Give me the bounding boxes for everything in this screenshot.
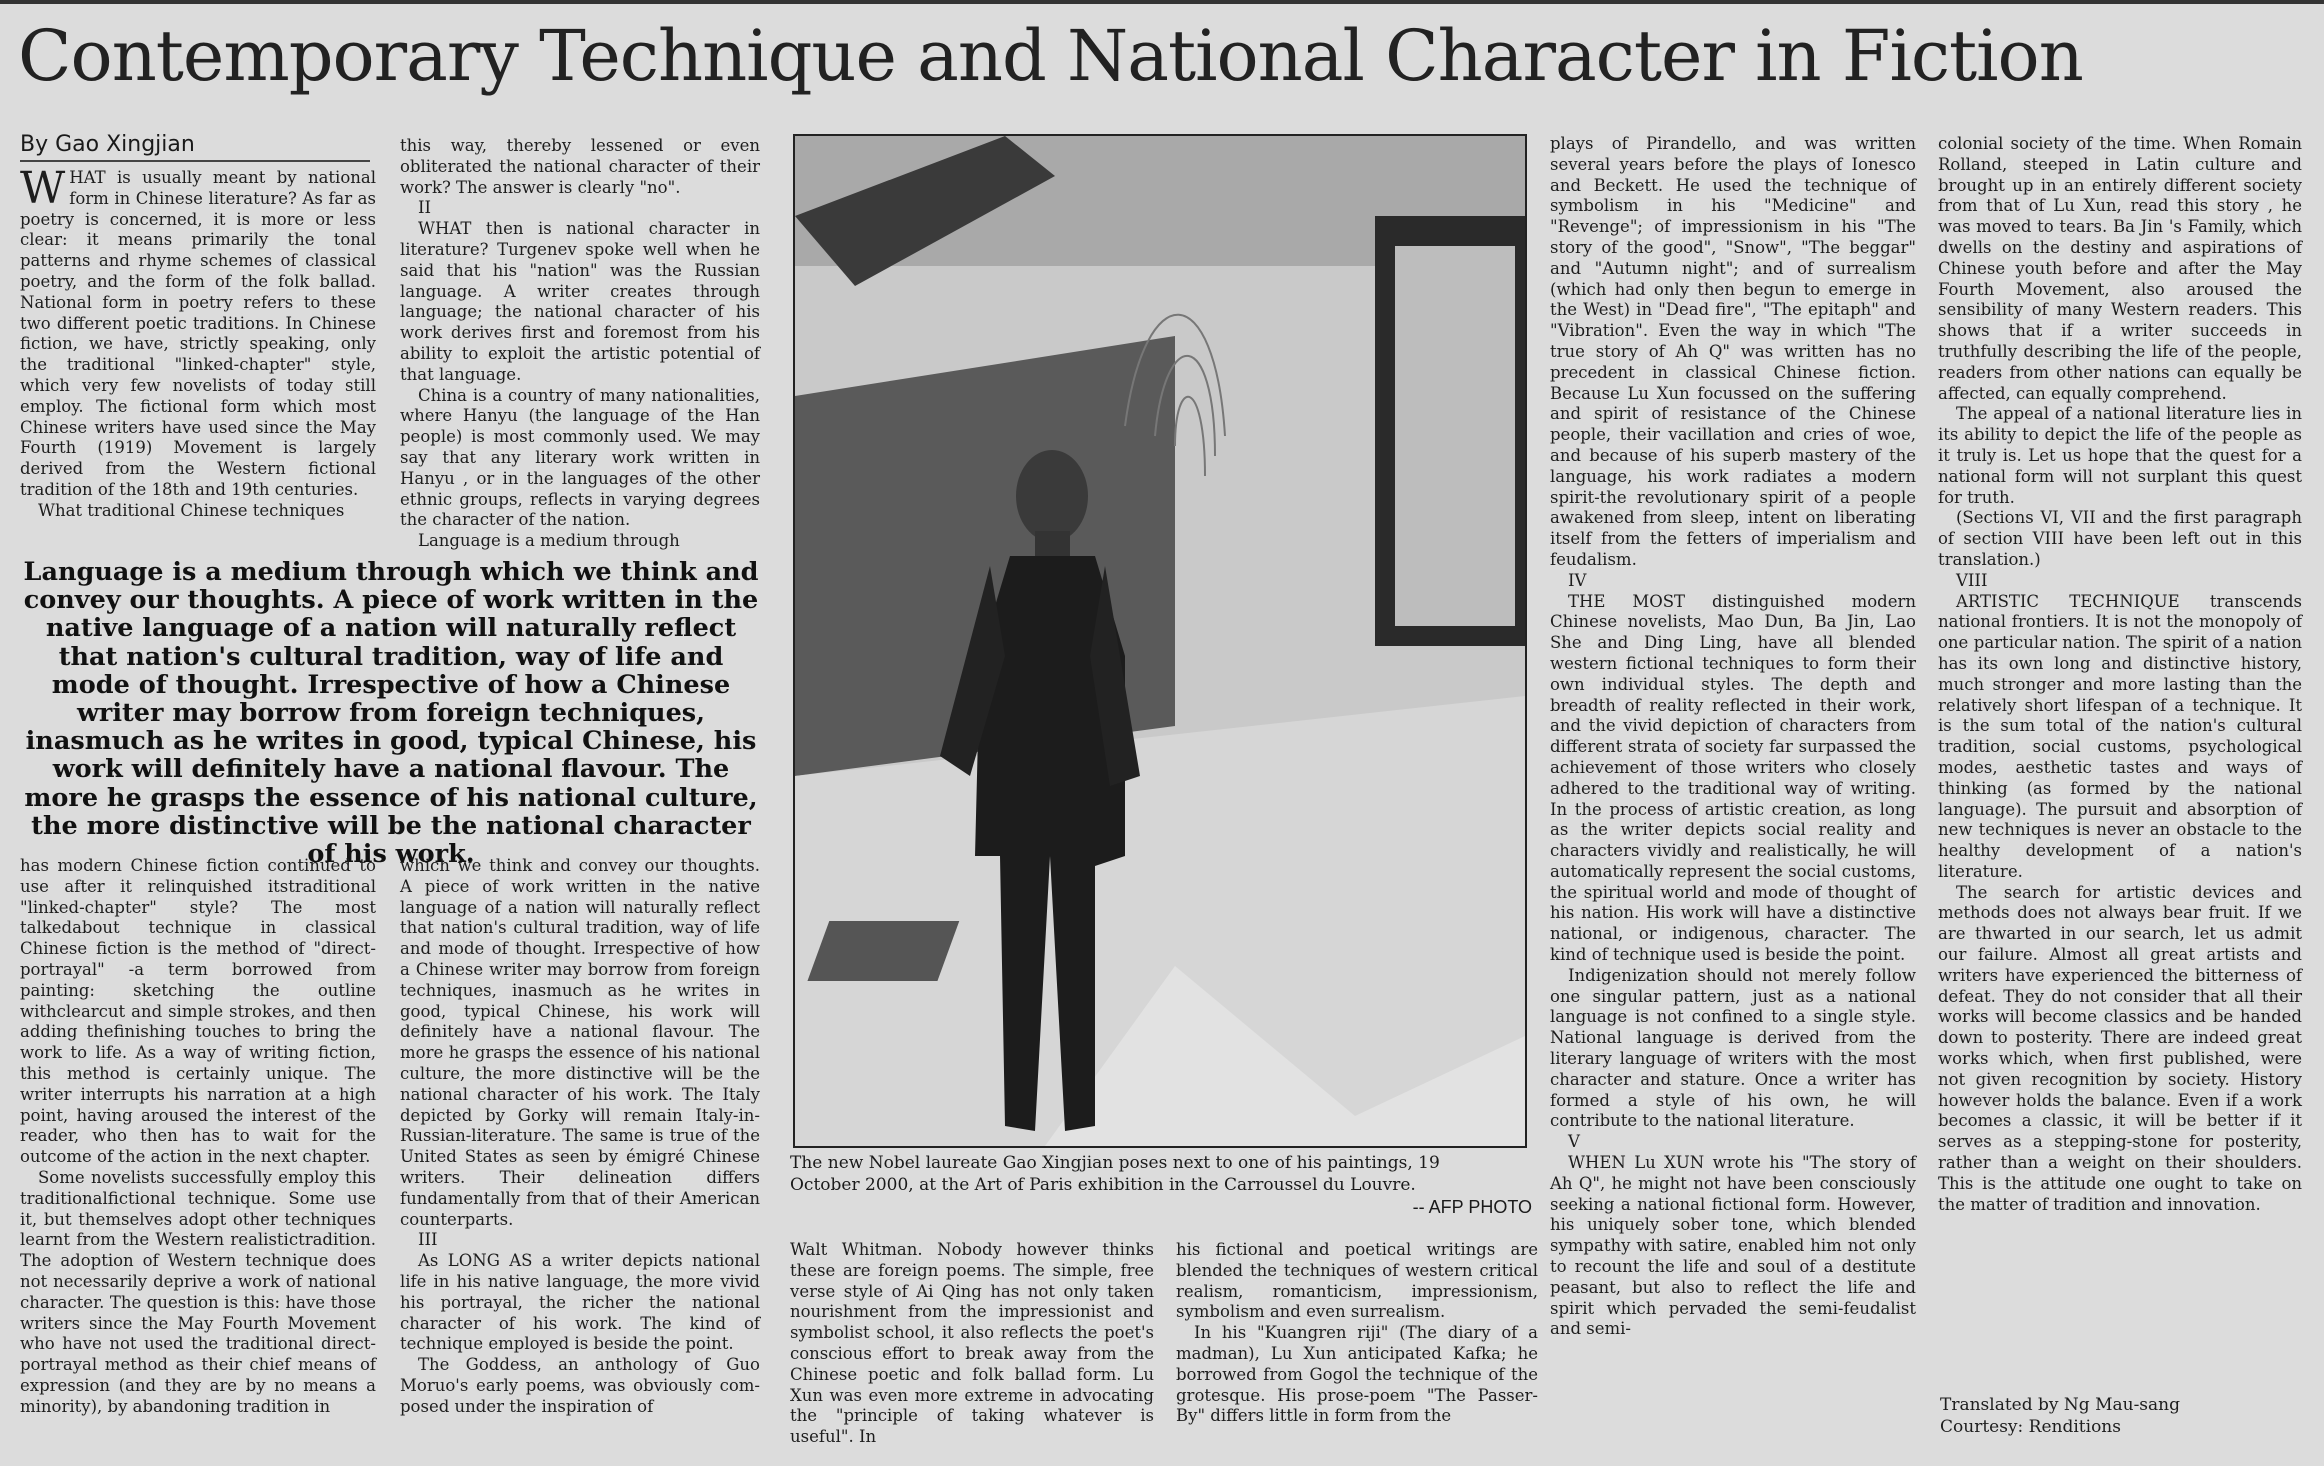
column-3-bottom <box>790 1240 1154 1446</box>
paragraph: his fictional and poetical writings are blended the techniques of western critical realism, romanticism, impressionism, symbolism and even surrealism. <box>1176 1240 1538 1322</box>
paragraph: Some novelists successfully employ this traditionalfictional technique. Some use it, but themselves adopt other techniques learnt from the Western realistictradition. The adoption of Western technique does not necessarily deprive a work of national character. The question is this: have those writers since the May Fourth Movement who have not used the traditional direct-portrayal method as their chief means of expression (and they are by no means a minority), by abandoning tradition in <box>20 1167 376 1416</box>
column-4-bottom <box>1176 1240 1538 1446</box>
byline: By Gao Xingjian <box>20 130 370 162</box>
photo-gao-xingjian <box>793 134 1527 1148</box>
section-number: II <box>418 198 432 218</box>
photo-illustration <box>795 136 1525 1146</box>
column-5 <box>1550 134 1916 1446</box>
section-number: III <box>418 1230 438 1250</box>
paragraph: THE MOST distinguished modern Chinese novelists, Mao Dun, Ba Jin, Lao She and Ding Ling, have all blended western fictional techniques to form their own individual styles. The depth and breadth of reality reflected in their work, and the vivid depiction of characters from different strata of society far surpassed the achievement of those writers who closely adhered to the traditional way of writing. In the process of artistic creation, as long as the writer depicts social reality and characters vividly and realistically, he will automatically represent the social customs, the spiritual world and mode of thought of his nation. His work will have a distinctive national, or indigenous, character. The kind of technique used is beside the point. <box>1550 591 1916 965</box>
section-number: VIII <box>1956 570 1988 590</box>
translator-credit <box>1940 1394 2300 1442</box>
top-rule <box>0 0 2324 4</box>
photo-credit: -- AFP PHOTO <box>1412 1197 1532 1217</box>
paragraph: colonial society of the time. When Romain Rolland, steeped in Latin culture and brought up in an entirely different society from that of Lu Xun, read this story , he was moved to tears. Ba Jin 's Family, which dwells on the destiny and aspirations of Chinese youth before and after the May Fourth Movement, also aroused the sensibility of many Western readers. This shows that if a writer succeeds in truthfully describing the life of the people, readers from other nations can equally be affected, can equally comprehend. <box>1938 134 2302 403</box>
photo-caption: The new Nobel laureate Gao Xingjian poses next to one of his paintings, 19 October 2000, at the Art of Paris exhibition in the Carroussel du Louvre. <box>790 1153 1440 1195</box>
drop-cap: W <box>20 163 66 214</box>
paragraph: WHEN Lu XUN wrote his "The story of Ah Q", he might not have been consciously seeking a national fictional form. However, his uniquely sober tone, which blended sympathy with satire, enabled him not only to recount the life and soul of a destitute peasant, but also to reflect the life and spirit which pervaded the semi-feudalist and semi- <box>1550 1153 1916 1339</box>
paragraph: which we think and convey our thoughts. A piece of work written in the native language of a nation will naturally reflect that nation's cultural tradition, way of life and mode of thought. Irrespective of how a Chinese writer may borrow from foreign techniques, inasmuch as he writes in good, typical Chinese, his work will definitely have a national flavour. The more he grasps the essence of his national culture, the more distinctive will be the national character of his work. The Italy depicted by Gorky will remain Italy-in-Russian-literature. The same is true of the United States as seen by émigré Chinese writers. Their delineation differs fundamentally from that of their American counterparts. <box>400 856 760 1229</box>
paragraph: The search for artistic devices and methods does not always bear fruit. If we are thwarted in our search, let us admit our failure. Almost all great artists and writers have experienced the bitterness of defeat. They do not consider that all their works will become classics and be handed down to posterity. There are indeed great works which, when first published, were not given recognition by society. History however holds the balance. Even if a work becomes a classic, it will be better if it serves as a stepping-stone for posterity, rather than a weight on their shoulders. This is the attitude one ought to take on the matter of tradition and innovation. <box>1938 882 2302 1214</box>
headline: Contemporary Technique and National Character in Fiction <box>18 15 2083 97</box>
column-2-bottom <box>400 856 760 1446</box>
section-number: V <box>1568 1132 1580 1152</box>
paragraph: Indigenization should not merely follow one singular pattern, just as a national language is not confined to a single style. National language is derived from the literary language of writers with the most character and stature. Once a writer has formed a style of his own, he will contribute to the national literature. <box>1550 965 1916 1131</box>
courtesy-line: Courtesy: Renditions <box>1940 1417 2121 1437</box>
paragraph: In his "Kuangren riji" (The diary of a madman), Lu Xun anticipated Kafka; he borrowed from Gogol the technique of the grotesque. His prose-poem "The Passer-By" differs little in form from the <box>1176 1323 1538 1426</box>
paragraph: this way, thereby lessened or even obliterated the national character of their work? The answer is clearly "no". <box>400 136 760 197</box>
paragraph: Language is a medium through <box>418 531 680 551</box>
paragraph: WHAT is usually meant by national form in Chinese literature? As far as poetry is concerned, it is more or less clear: it means primarily the tonal patterns and rhyme schemes of classical poetry, and the form of the folk ballad. National form in poetry refers to these two different poetic traditions. In Chinese fiction, we have, strictly speaking, only the traditional "linked-chapter" style, which very few novelists of today still employ. The fictional form which most Chinese writers have used since the May Fourth (1919) Movement is largely derived from the Western fictional tradition of the 18th and 19th centuries. <box>20 163 376 499</box>
translator-line: Translated by Ng Mau-sang <box>1940 1395 2181 1415</box>
paragraph: The Goddess, an anthology of Guo Moruo's early poems, was obviously com- posed under the inspiration of <box>400 1355 760 1416</box>
paragraph: What traditional Chinese techniques <box>38 500 345 520</box>
column-2-top <box>400 136 760 551</box>
paragraph: The appeal of a national literature lies in its ability to depict the life of the people as it truly is. Let us hope that the quest for a national form will not surplant this quest for truth. <box>1938 404 2302 507</box>
column-6 <box>1938 134 2302 1384</box>
paragraph: plays of Pirandello, and was written several years before the plays of Ionesco and Beckett. He used the technique of symbolism in his "Medicine" and "Revenge"; of impressionism in his "The story of the good", "Snow", "The beggar" and "Autumn night"; and of surrealism (which had only then begun to emerge in the West) in "Dead fire", "The epitaph" and "Vibration". Even the way in which "The true story of Ah Q" was written has no precedent in classical Chinese fiction. Because Lu Xun focussed on the suffering and spirit of resistance of the Chinese people, their vacillation and cries of woe, and because of his superb mastery of the language, his work radiates a modern spirit-the revolutionary spirit of a people awakened from sleep, intent on liberating itself from the fetters of imperialism and feudalism. <box>1550 134 1916 569</box>
column-1-bottom <box>20 856 376 1446</box>
paragraph: ARTISTIC TECHNIQUE transcends national frontiers. It is not the monopoly of one particular nation. The spirit of a nation has its own long and distinctive history, much stronger and more lasting than the relatively short lifespan of a technique. It is the sum total of the nation's cultural tradition, social customs, psychological modes, aesthetic tastes and ways of thinking (as formed by the national language). The pursuit and absorption of new techniques is never an obstacle to the healthy development of a nation's literature. <box>1938 591 2302 881</box>
paragraph: Walt Whitman. Nobody however thinks these are foreign poems. The simple, free verse style of Ai Qing has not only taken nourishment from the impressionist and symbolist school, it also reflects the poet's conscious effort to break away from the Chinese poetic and folk ballad form. Lu Xun was even more extreme in advocating the "principle of taking whatever is useful". In <box>790 1240 1154 1447</box>
paragraph: China is a country of many nationalities, where Hanyu (the language of the Han people) is most commonly used. We may say that any literary work written in Hanyu , or in the languages of the other ethnic groups, reflects in varying degrees the character of the nation. <box>400 385 760 530</box>
section-number: IV <box>1568 570 1587 590</box>
paragraph: WHAT then is national character in literature? Turgenev spoke well when he said that his "nation" was the Russian language. A writer creates through language; the national character of his work derives first and foremost from his ability to exploit the artistic potential of that language. <box>400 219 760 384</box>
pull-quote: Language is a medium through which we think and convey our thoughts. A piece of work written in the native language of a nation will naturally reflect that nation's cultural tradition, way of life and mode of thought. Irrespective of how a Chinese writer may borrow from foreign techniques, inasmuch as he writes in good, typical Chinese, his work will definitely have a national flavour. The more he grasps the essence of his national culture, the more distinctive will be the national character of his work. <box>23 557 759 870</box>
paragraph: As LONG AS a writer depicts national life in his native language, the more vivid his portrayal, the richer the national character of his work. The kind of technique employed is beside the point. <box>400 1251 760 1354</box>
paragraph: (Sections VI, VII and the first paragraph of section VIII have been left out in this translation.) <box>1938 508 2302 569</box>
paragraph: has modern Chinese fiction continued to use after it relinquished itstraditional "linked-chapter" style? The most talkedabout technique in classical Chinese fiction is the method of "direct-portrayal" -a term borrowed from painting: sketching the outline withclearcut and simple strokes, and then adding thefinishing touches to bring the work to life. As a way of writing fiction, this method is certainly unique. The writer interrupts his narration at a high point, having aroused the interest of the reader, who then has to wait for the outcome of the action in the next chapter. <box>20 856 376 1167</box>
column-1-top <box>20 163 376 540</box>
